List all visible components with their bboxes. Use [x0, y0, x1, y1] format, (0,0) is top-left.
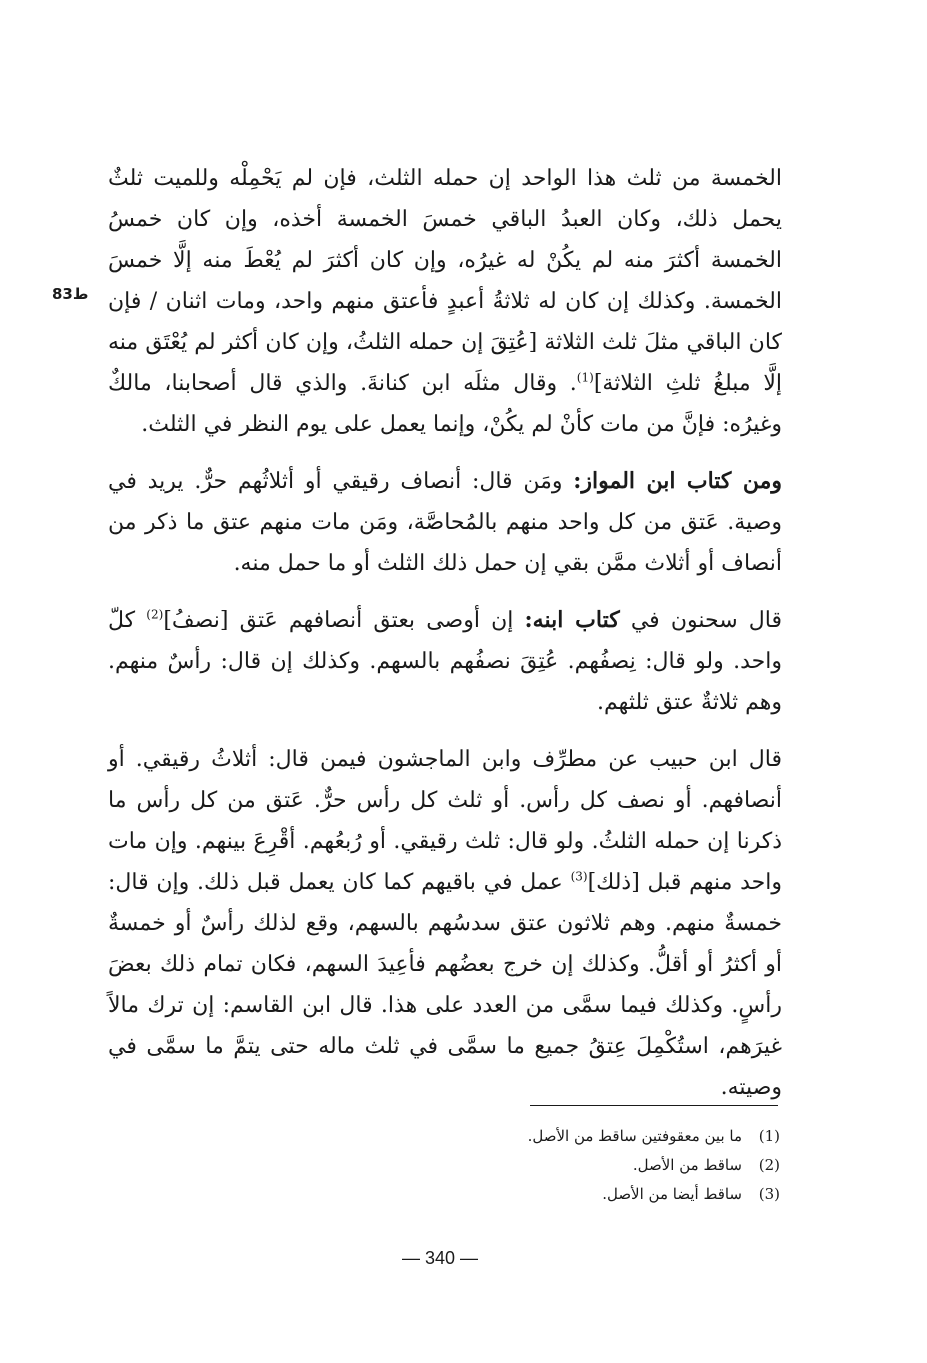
footnote-divider — [530, 1105, 778, 1106]
paragraph-1: الخمسة من ثلث هذا الواحد إن حمله الثلث، فإن لم يَحْمِلْه وللميت ثلثٌ يحمل ذلك، وكان العبدُ الباقي خمسَ الخمسة أخذه، وإن كان خمسُ الخمسة أكثرَ منه لم يكُنْ له غيرُه، وإن كان أكثرَ لم يُعْطَ منه إلَّا خمسَ الخمسة. وكذلك إن كان له ثلاثةُ أعبدٍ فأعتق منهم واحد، ومات اثنان / فإن كان الباقي مثلَ ثلث الثلاثة [عُتِقَ إن حمله الثلثُ، وإن كان أكثر لم يُعْتَق منه إلَّا مبلغُ ثلثِ الثلاثة]$^{(1)}$. وقال مثلَه ابن كنانةَ. والذي قال أصحابنا، مالكٌ وغيرُه: فإنَّ من مات كأنْ لم يكُنْ، وإنما يعمل على يوم النظر في الثلث. — [108, 166, 782, 437]
footnote-ref-1: (1) — [576, 370, 594, 385]
footnote-ref-2: (2) — [146, 607, 164, 622]
margin-folio-note: ط83 — [52, 285, 89, 303]
main-text — [108, 158, 782, 1108]
source-heading: ومن كتاب ابن المواز: — [573, 468, 782, 494]
source-heading: كتاب ابنه: — [524, 607, 620, 633]
paragraph-3: قال سحنون في كتاب ابنه: إن أوصى بعتق أنصافهم عَتق [نصفُ]$^{(2)}$ كلّ واحد. ولو قال: نِصفُهم. عُتِقَ نصفُهم بالسهم. وكذلك إن قال: رأسٌ منهم. وهم ثلاثةٌ عتق ثلثهم. — [108, 607, 782, 715]
footnotes — [300, 1122, 780, 1209]
paragraph-4: قال ابن حبيب عن مطرِّف وابن الماجشون فيمن قال: أثلاثُ رقيقي. أو أنصافهم. أو نصف كل رأس. أو ثلث كل رأس حرٌّ. عَتق من كل رأس ما ذكرنا إن حمله الثلثُ. ولو قال: ثلث رقيقي. أو رُبعُهم. أقْرِعَ بينهم. وإن مات واحد منهم قبل [ذلك]$^{(3)}$ عمل في باقيهم كما كان يعمل قبل ذلك. وإن قال: خمسةٌ منهم. وهم ثلاثون عتق سدسُهم بالسهم، وقع لذلك رأسٌ أو خمسةٌ أو أكثرُ أو أقلُّ. وكذلك إن خرج بعضُهم فأعِيدَ السهم، فكان تمام ذلك بعضَ رأسٍ. وكذلك فيما سمَّى من العدد على هذا. قال ابن القاسم: إن ترك مالاً غيرَهم، استُكْمِلَ عِتقُ جميع ما سمَّى في ثلث ماله حتى يتمَّ ما سمَّى في وصيته. — [108, 747, 783, 1100]
footnote-ref-3: (3) — [570, 869, 588, 884]
page-number: — 340 — — [401, 1248, 479, 1268]
footnote-1: (1)ما بين معقوفتين ساقط من الأصل. — [527, 1127, 780, 1145]
footnote-3: (3)ساقط أيضا من الأصل. — [602, 1185, 780, 1203]
paragraph-2: ومن كتاب ابن المواز: ومَن قال: أنصاف رقيقي أو أثلاثُهم حرٌّ. يريد في وصية. عَتق من كل واحد منهم بالمُحاصَّة، ومَن مات منهم عتق ما ذكر من أنصاف أو أثلاث ممَّن بقي إن حمل ذلك الثلث أو ما حمل منه. — [108, 468, 782, 576]
footnote-2: (2)ساقط من الأصل. — [632, 1156, 780, 1174]
